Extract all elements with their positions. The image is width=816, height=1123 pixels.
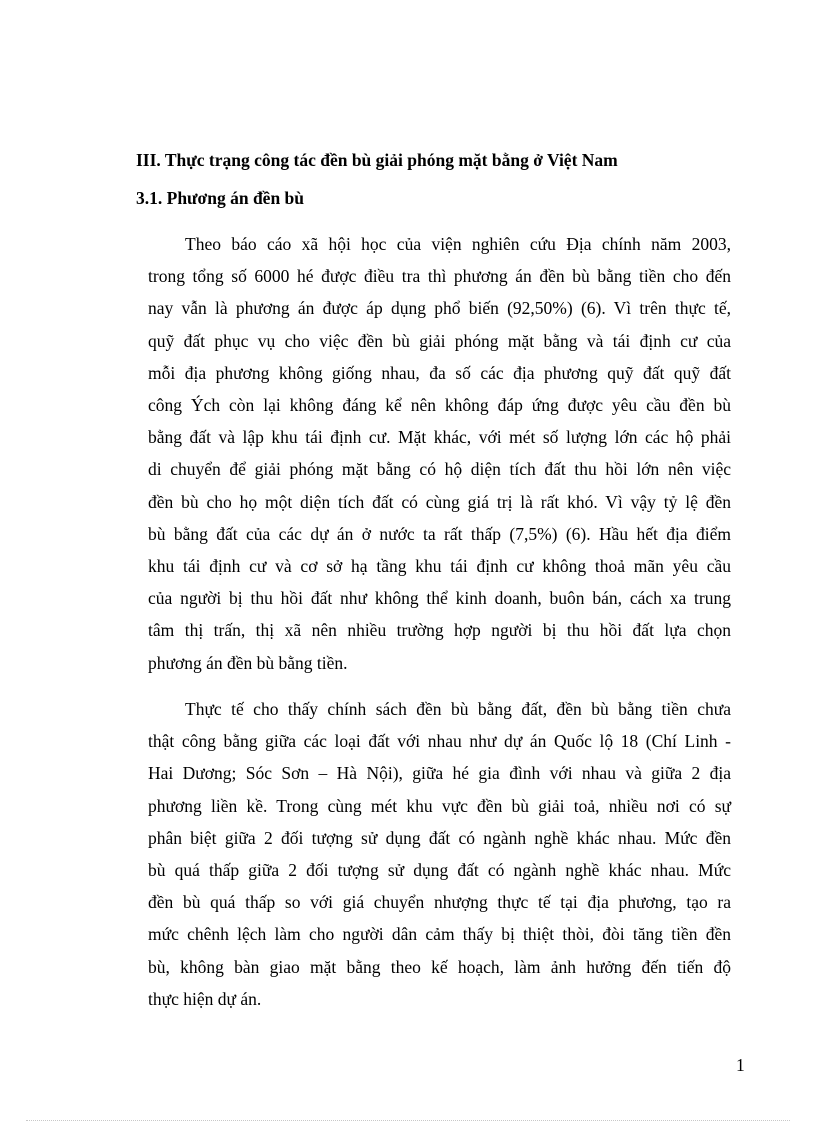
paragraph-line: phân biệt giữa 2 đối tượng sử dụng đất có ngành nghề khác nhau. Mức đền [148, 827, 731, 848]
paragraph-line: di chuyển để giải phóng mặt bằng có hộ diện tích đất thu hồi lớn nên việc [148, 459, 731, 480]
paragraph-line: mỗi địa phương không giống nhau, đa số các địa phương quỹ đất quỹ đất [148, 362, 731, 383]
paragraph-line: Theo báo cáo xã hội học của viện nghiên cứu Địa chính năm 2003, [185, 234, 731, 254]
paragraph-line: bằng đất và lập khu tái định cư. Mặt khác, với mét số lượng lớn các hộ phải [148, 427, 731, 448]
paragraph-line: quỹ đất phục vụ cho việc đền bù giải phóng mặt bằng và tái định cư của [148, 330, 731, 351]
paragraph-line: bù quá thấp giữa 2 đối tượng sử dụng đất có ngành nghề khác nhau. Mức [148, 860, 731, 881]
paragraph-line: thật công bằng giữa các loại đất với nhau như dự án Quốc lộ 18 (Chí Linh - [148, 731, 731, 752]
paragraph-line: phương án đền bù bằng tiền. [148, 652, 348, 673]
paragraph-line: nay vẫn là phương án được áp dụng phổ biến (92,50%) (6). Vì trên thực tế, [148, 298, 731, 319]
paragraph-line: của người bị thu hồi đất như không thể kinh doanh, buôn bán, cách xa trung [148, 588, 731, 609]
paragraph-line: tâm thị trấn, thị xã nên nhiều trường hợp người bị thu hồi đất lựa chọn [148, 620, 731, 641]
paragraph-line: Thực tế cho thấy chính sách đền bù bằng đất, đền bù bằng tiền chưa [185, 699, 731, 719]
paragraph-line: bù, không bàn giao mặt bằng theo kế hoạch, làm ảnh hưởng đến tiến độ [148, 956, 731, 977]
paragraph-line: đền bù quá thấp so với giá chuyển nhượng thực tế tại địa phương, tạo ra [148, 892, 731, 913]
page-number: 1 [736, 1055, 745, 1075]
paragraph-line: đền bù cho họ một diện tích đất có cùng giá trị là rất khó. Vì vậy tỷ lệ đền [148, 491, 731, 512]
paragraph-line: công Ých còn lại không đáng kể nên không đáp ứng được yêu cầu đền bù [148, 395, 731, 416]
paragraph-line: bù bằng đất của các dự án ở nước ta rất thấp (7,5%) (6). Hầu hết địa điểm [148, 523, 731, 544]
paragraph-compensation-methods [148, 228, 731, 679]
paragraph-line: phương liền kề. Trong cùng mét khu vực đền bù giải toả, nhiều nơi có sự [148, 795, 731, 816]
section-heading: III. Thực trạng công tác đền bù giải phóng mặt bằng ở Việt Nam [136, 150, 618, 170]
paragraph-line: mức chênh lệch làm cho người dân cảm thấy bị thiệt thòi, đòi tăng tiền đền [148, 924, 731, 945]
paragraph-line: Hai Dương; Sóc Sơn – Hà Nội), giữa hé gia đình với nhau và giữa 2 địa [148, 763, 731, 784]
paragraph-line: khu tái định cư và cơ sở hạ tầng khu tái định cư không thoả mãn yêu cầu [148, 556, 731, 577]
footer-divider [26, 1120, 790, 1121]
subsection-heading: 3.1. Phương án đền bù [136, 188, 305, 208]
paragraph-line: trong tổng số 6000 hé được điều tra thì phương án đền bù bằng tiền cho đến [148, 266, 731, 287]
paragraph-line: thực hiện dự án. [148, 988, 262, 1009]
paragraph-policy-fairness [148, 693, 731, 1015]
